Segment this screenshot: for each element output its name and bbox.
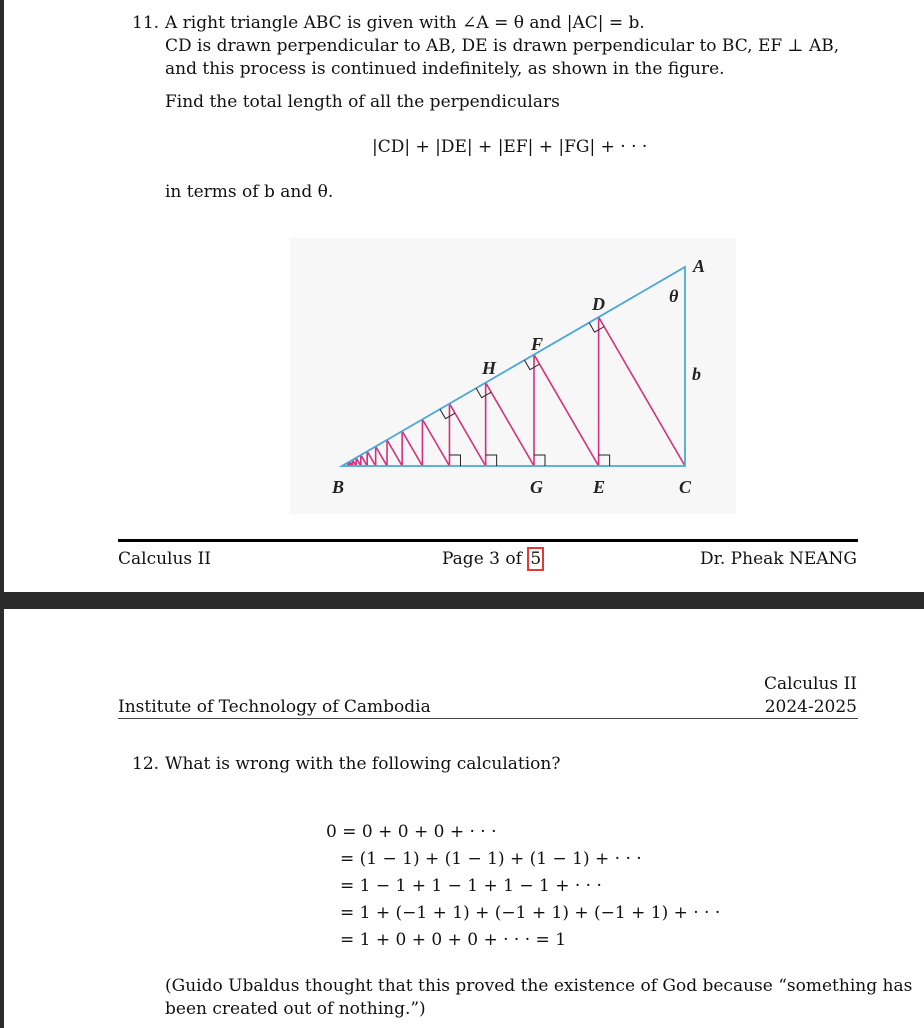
- triangle-figure: [290, 238, 736, 514]
- footer-rule: [118, 539, 858, 542]
- problem-text-line: CD is drawn perpendicular to AB, DE is drawn perpendicular to BC, EF ⊥ AB,: [165, 36, 840, 56]
- problem-text-line: A right triangle ABC is given with ∠A = θ and |AC| = b.: [165, 13, 645, 33]
- label-b-length: b: [692, 364, 701, 384]
- header-rule: [118, 718, 858, 719]
- note-line: (Guido Ubaldus thought that this proved the existence of God because “something has: [165, 976, 913, 996]
- label-theta: θ: [669, 286, 679, 306]
- calc-line: = 1 + (−1 + 1) + (−1 + 1) + (−1 + 1) + · · ·: [340, 903, 721, 923]
- label-d: D: [592, 294, 605, 314]
- header-institute: Institute of Technology of Cambodia: [118, 697, 431, 717]
- label-g: G: [530, 477, 543, 497]
- figure-background: [290, 238, 736, 514]
- page-label: Page 3 of: [442, 549, 528, 569]
- problem-number: 12.: [132, 754, 160, 774]
- label-f: F: [531, 334, 544, 354]
- label-e: E: [593, 477, 606, 497]
- calc-line: 0 = 0 + 0 + 0 + · · ·: [326, 822, 497, 842]
- header-course: Calculus II: [764, 674, 857, 694]
- problem-text-line: and this process is continued indefinitely, as shown in the figure.: [165, 59, 725, 79]
- footer-course: Calculus II: [118, 549, 211, 569]
- label-b: B: [332, 477, 345, 497]
- calc-line: = 1 + 0 + 0 + 0 + · · · = 1: [340, 930, 567, 950]
- page-total: 5: [527, 547, 544, 571]
- sum-equation: |CD| + |DE| + |EF| + |FG| + · · ·: [372, 137, 648, 157]
- footer-author: Dr. Pheak NEANG: [699, 549, 857, 569]
- note-line: been created out of nothing.”): [165, 999, 426, 1019]
- label-a: A: [693, 256, 706, 276]
- page-3: [4, 0, 924, 592]
- label-c: C: [679, 477, 692, 497]
- problem-number: 11.: [132, 13, 160, 33]
- page-4: [4, 609, 924, 1028]
- calc-line: = (1 − 1) + (1 − 1) + (1 − 1) + · · ·: [340, 849, 642, 869]
- problem-question: Find the total length of all the perpendiculars: [165, 92, 560, 112]
- label-h: H: [482, 358, 497, 378]
- calc-line: = 1 − 1 + 1 − 1 + 1 − 1 + · · ·: [340, 876, 602, 896]
- problem-text-line: in terms of b and θ.: [165, 182, 334, 202]
- header-year: 2024-2025: [764, 697, 857, 717]
- footer-page-number: [442, 548, 544, 571]
- problem-question: What is wrong with the following calculation?: [165, 754, 561, 774]
